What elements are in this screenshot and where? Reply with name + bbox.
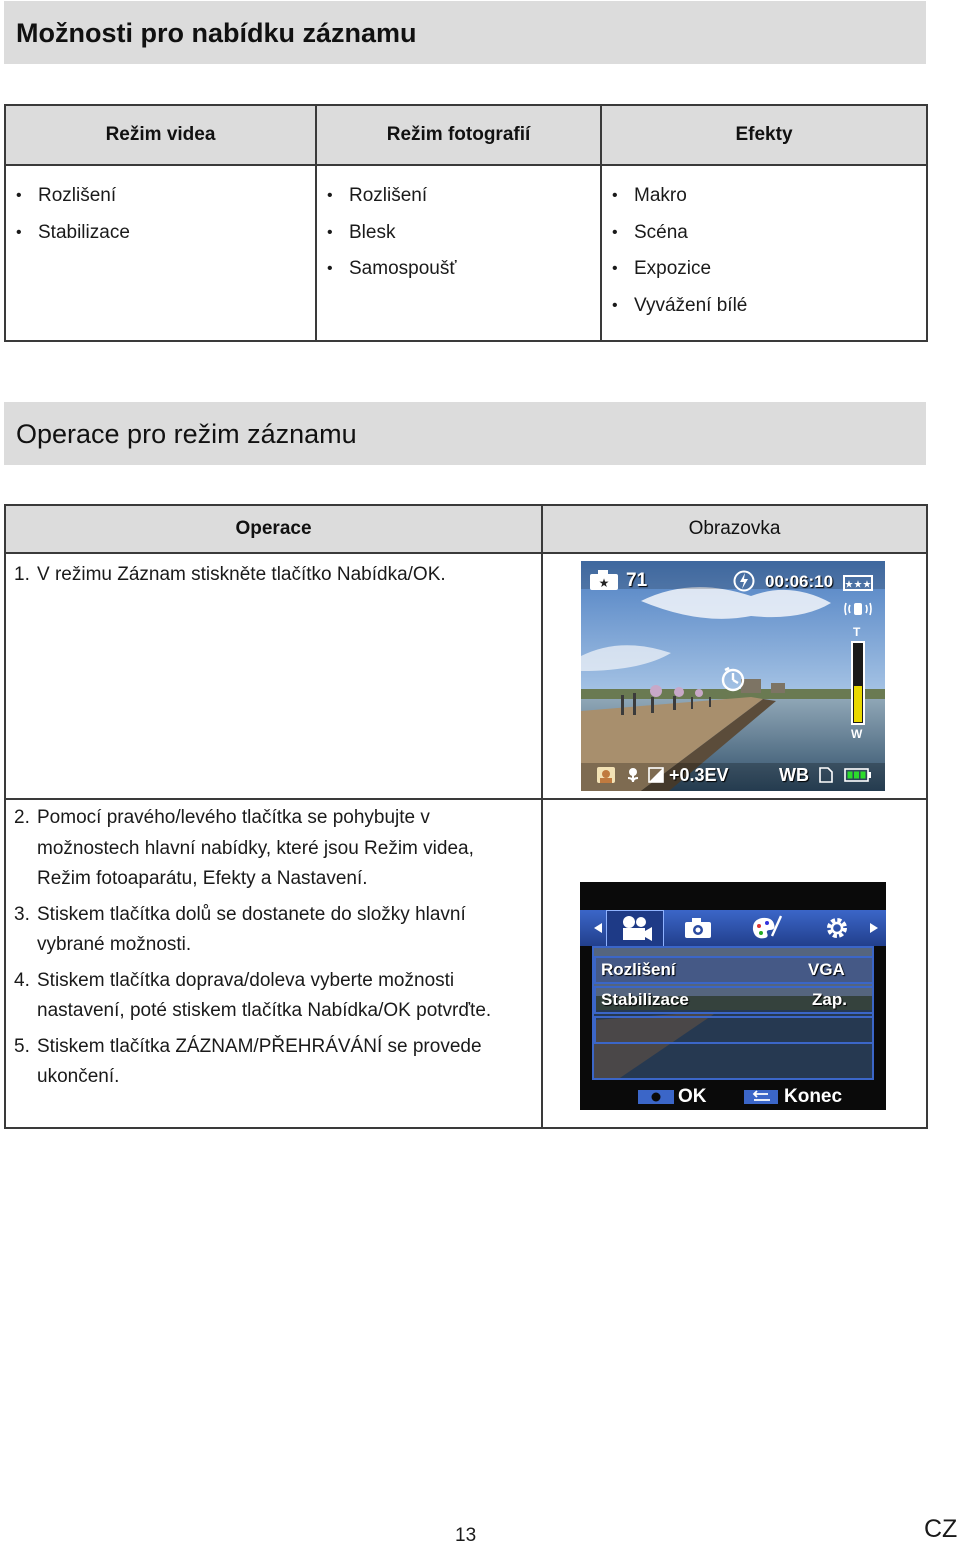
exposure-icon (648, 767, 664, 783)
white-balance-label: WB (779, 765, 809, 785)
step-3: 3. Stiskem tlačítka dolů se dostanete do složky hlavní vybrané možnosti. (14, 903, 466, 955)
stabilizer-icon (843, 599, 873, 619)
column-header-effects: Efekty (601, 105, 927, 165)
camera-record-screen (581, 561, 885, 791)
list-item: • Blesk (327, 215, 600, 252)
list-item: • Samospoušť (327, 251, 600, 288)
tab-video-mode[interactable] (606, 910, 664, 948)
step-2: 2. Pomocí pravého/levého tlačítka se pohybujte v možnostech hlavní nabídky, které jsou Režim videa, Režim fotoaparátu, Efekty a Nastavení. (14, 807, 474, 889)
recording-time: 00:06:10 (765, 572, 834, 591)
page-number: 13 (455, 1525, 477, 1545)
video-camera-icon (619, 915, 653, 943)
list-item: • Stabilizace (16, 215, 315, 252)
exit-label: Konec (784, 1086, 843, 1107)
menu-row-resolution[interactable] (594, 956, 874, 984)
tab-photo-camera-icon[interactable] (684, 917, 712, 939)
step-1: 1. V režimu Záznam stiskněte tlačítko Nabídka/OK. (14, 564, 446, 585)
svg-text:★: ★ (598, 576, 610, 590)
video-mode-cell (5, 165, 316, 341)
column-header-screen: Obrazovka (542, 505, 927, 553)
step-5: 5. Stiskem tlačítka ZÁZNAM/PŘEHRÁVÁNÍ se provede ukončení. (14, 1035, 482, 1087)
self-timer-icon (719, 665, 747, 693)
list-item: • Vyvážení bílé (612, 288, 926, 325)
camera-menu-screen (580, 882, 886, 1110)
section-title: Operace pro režim záznamu (16, 419, 357, 449)
scene-portrait-icon (596, 766, 616, 784)
flash-off-icon (733, 570, 755, 592)
menu-footer (580, 1084, 886, 1110)
list-item: • Makro (612, 178, 926, 215)
tab-effects-palette-icon[interactable] (750, 914, 782, 942)
memory-card-icon (819, 767, 833, 783)
menu-options-table (4, 104, 928, 342)
list-item: • Rozlišení (327, 178, 600, 215)
menu-row-label: Stabilizace (601, 990, 689, 1009)
menu-row-value: Zap. (812, 990, 847, 1009)
tab-right-arrow-icon[interactable] (870, 923, 878, 933)
menu-row-label: Rozlišení (601, 960, 676, 979)
zoom-wide-label: W (851, 727, 863, 741)
list-item: • Rozlišení (16, 178, 315, 215)
macro-flower-icon (625, 767, 641, 783)
shots-remaining: 71 (626, 570, 648, 591)
record-button-icon (638, 1090, 674, 1104)
section-title: Možnosti pro nabídku záznamu (16, 18, 417, 48)
menu-panel (592, 946, 874, 1080)
tab-left-arrow-icon[interactable] (594, 923, 602, 933)
list-item: • Scéna (612, 215, 926, 252)
exposure-value: +0.3EV (669, 765, 729, 785)
svg-text:★★★: ★★★ (844, 579, 872, 591)
language-code: CZ (924, 1515, 958, 1543)
column-header-operation: Operace (5, 505, 542, 553)
effects-cell (601, 165, 927, 341)
menu-tab-bar (580, 910, 886, 946)
zoom-level-fill (854, 686, 862, 722)
section-header-menu-options (4, 1, 926, 64)
column-header-photo-mode: Režim fotografií (316, 105, 601, 165)
section-header-operations (4, 402, 926, 465)
camera-mode-icon (589, 569, 619, 591)
photo-mode-cell (316, 165, 601, 341)
menu-row-value: VGA (808, 960, 845, 979)
menu-row-stabilization[interactable] (594, 986, 874, 1014)
step-4: 4. Stiskem tlačítka doprava/doleva vyberte možnosti nastavení, poté stiskem tlačítka Nabídka/OK potvrďte. (14, 969, 492, 1021)
zoom-bar (851, 641, 865, 725)
tab-settings-gear-icon[interactable] (824, 915, 850, 941)
step-1-cell (5, 553, 542, 799)
steps-2-5-cell (5, 799, 542, 1128)
battery-icon (844, 768, 872, 782)
menu-row-empty (594, 1016, 874, 1044)
zoom-tele-label: T (853, 625, 861, 639)
quality-icon (843, 575, 873, 591)
column-header-video-mode: Režim videa (5, 105, 316, 165)
ok-label: OK (678, 1086, 707, 1107)
return-button-icon (744, 1090, 778, 1104)
list-item: • Expozice (612, 251, 926, 288)
